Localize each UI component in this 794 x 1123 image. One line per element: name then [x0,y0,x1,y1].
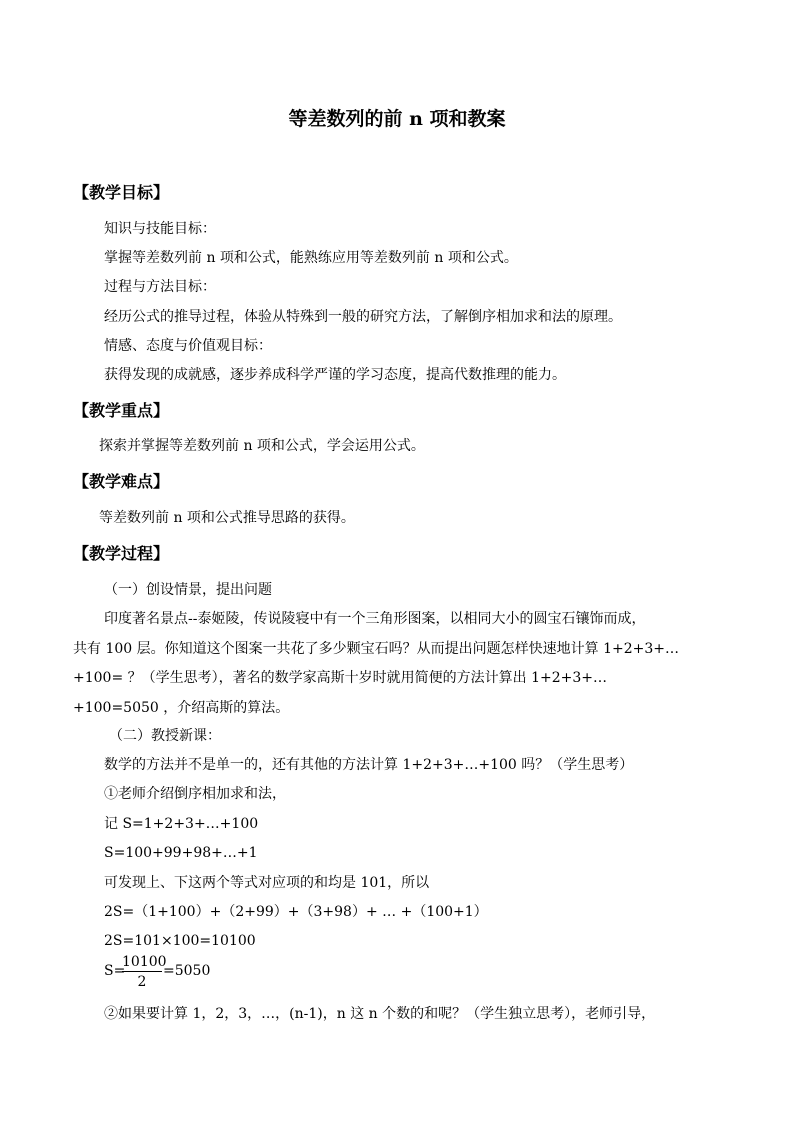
goals-line-2: 掌握等差数列前 n 项和公式，能熟练应用等差数列前 n 项和公式。 [104,250,518,266]
process-line-4: +100= ？（学生思考），著名的数学家高斯十岁时就用简便的方法计算出 1+2+3+… [73,670,607,686]
document-title: 等差数列的前 n 项和教案 [288,108,506,130]
goals-line-1: 知识与技能目标： [104,221,216,237]
fraction-prefix: S= [104,963,126,979]
process-line-6: （二）教授新课： [109,728,221,744]
fraction-denominator: 2 [137,974,147,990]
heading-difficulty: 【教学难点】 [73,472,170,491]
fraction-suffix: =5050 [163,963,211,979]
process-line-7: 数学的方法并不是单一的，还有其他的方法计算 1+2+3+…+100 吗？（学生思考） [104,757,634,773]
process-line-14: ②如果要计算 1，2，3，…，(n-1)，n 这 n 个数的和呢？（学生独立思考），老师引导， [104,1006,656,1022]
process-line-5: +100=5050 ，介绍高斯的算法。 [73,700,290,716]
process-line-8: ①老师介绍倒序相加求和法， [104,786,286,802]
process-line-3: 共有 100 层。你知道这个图案一共花了多少颗宝石吗？从而提出问题怎样快速地计算 1+2+3+… [73,641,679,657]
process-line-1: （一）创设情景，提出问题 [104,582,272,598]
heading-focus: 【教学重点】 [73,401,170,420]
goals-line-5: 情感、态度与价值观目标： [104,338,272,354]
heading-goals: 【教学目标】 [73,183,170,202]
process-line-13: 2S=101×100=10100 [104,933,256,949]
process-line-9: 记 S=1+2+3+…+100 [104,816,259,832]
goals-line-6: 获得发现的成就感，逐步养成科学严谨的学习态度，提高代数推理的能力。 [104,367,566,383]
difficulty-line: 等差数列前 n 项和公式推导思路的获得。 [99,510,355,526]
process-line-2: 印度著名景点--泰姬陵，传说陵寝中有一个三角形图案，以相同大小的圆宝石镶饰而成， [104,611,646,627]
heading-process: 【教学过程】 [73,544,170,563]
process-line-11: 可发现上、下这两个等式对应项的和均是 101，所以 [104,875,430,891]
process-line-10: S=100+99+98+…+1 [104,845,258,861]
process-line-12: 2S=（1+100）+（2+99）+（3+98）+ … +（100+1） [104,904,488,920]
goals-line-3: 过程与方法目标： [104,279,216,295]
fraction [122,953,167,992]
fraction-numerator: 10100 [122,954,167,970]
goals-line-4: 经历公式的推导过程，体验从特殊到一般的研究方法，了解倒序相加求和法的原理。 [104,309,622,325]
focus-line: 探索并掌握等差数列前 n 项和公式，学会运用公式。 [99,438,425,454]
